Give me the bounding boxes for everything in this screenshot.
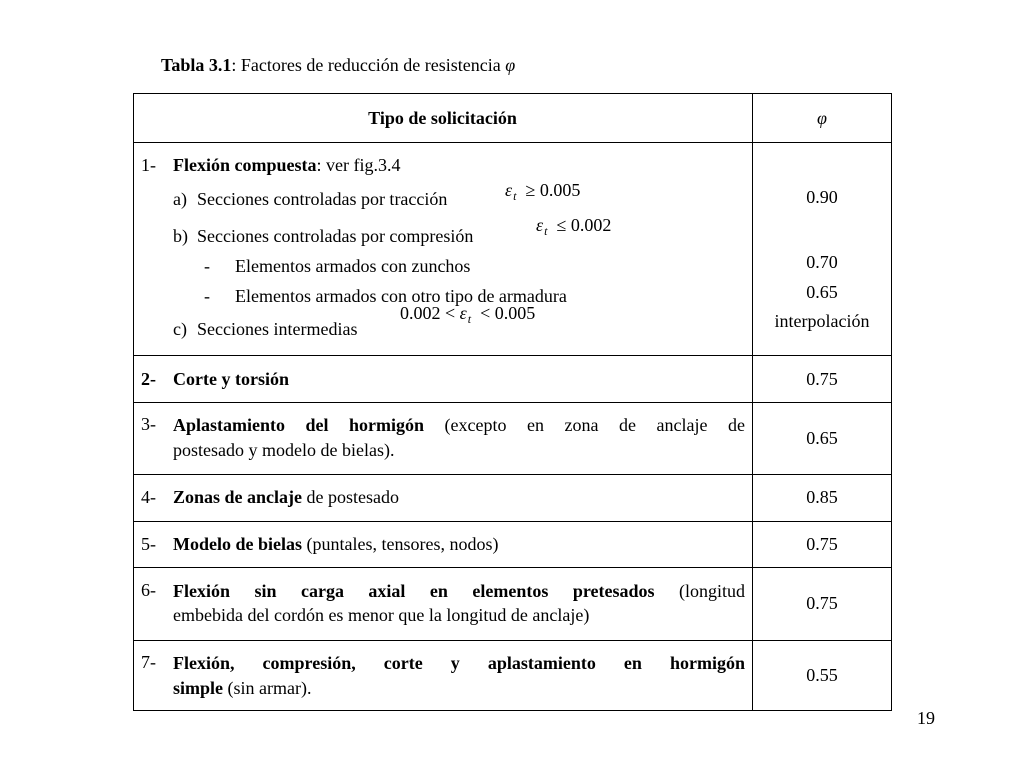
row6-line1 xyxy=(173,579,745,603)
row2-value: 0.75 xyxy=(806,369,838,389)
row-divider xyxy=(133,355,891,356)
row4-text xyxy=(173,486,399,508)
row-divider xyxy=(133,474,891,475)
row-divider xyxy=(133,142,891,143)
row1-b1-dash: - xyxy=(204,256,210,276)
row1-number: 1- xyxy=(141,155,156,175)
row4-rest: de postesado xyxy=(302,487,399,507)
row1-value-b2: 0.65 xyxy=(806,282,838,302)
row6-title: Flexión sin carga axial en elementos pretesados xyxy=(173,581,655,601)
row5-number: 5- xyxy=(141,534,156,554)
row3-rest: (excepto en zona de anclaje de xyxy=(424,415,745,435)
row1-title-bold: Flexión compuesta xyxy=(173,155,317,175)
row1-b2-dash: - xyxy=(204,286,210,306)
row1-b1-text: Elementos armados con zunchos xyxy=(235,256,471,276)
header-tipo-solicitacion: Tipo de solicitación xyxy=(368,108,517,128)
row1-title-rest: : ver fig.3.4 xyxy=(316,155,401,175)
row1-b-condition xyxy=(536,214,611,238)
row4-number: 4- xyxy=(141,487,156,507)
row6-number: 6- xyxy=(141,580,156,600)
row1-c-text: Secciones intermedias xyxy=(197,319,358,339)
row6-rest: (longitud xyxy=(654,581,745,601)
epsilon-symbol: ε xyxy=(505,180,513,200)
row4-title: Zonas de anclaje xyxy=(173,487,303,507)
phi-symbol: φ xyxy=(505,55,516,75)
row1-b2-text: Elementos armados con otro tipo de armadura xyxy=(235,286,567,306)
row-divider xyxy=(133,640,891,641)
row1-c-condition xyxy=(400,302,535,326)
row-divider xyxy=(133,402,891,403)
row5-title: Modelo de bielas xyxy=(173,534,302,554)
row3-title: Aplastamiento del hormigón xyxy=(173,415,425,435)
row1-c-cond-right: < 0.005 xyxy=(480,303,536,323)
row6-value: 0.75 xyxy=(806,593,838,613)
row1-title xyxy=(173,154,400,176)
row1-a-text: Secciones controladas por tracción xyxy=(197,189,448,209)
row1-value-c: interpolación xyxy=(774,311,870,331)
row6-line2: embebida del cordón es menor que la longitud de anclaje) xyxy=(173,605,590,625)
row1-c-label: c) xyxy=(173,319,187,339)
row3-line2: postesado y modelo de bielas). xyxy=(173,440,395,460)
row1-a-label: a) xyxy=(173,189,187,209)
row7-line1: Flexión, compresión, corte y aplastamiento en hormigón xyxy=(173,653,745,673)
row1-value-b1: 0.70 xyxy=(806,252,838,272)
row7-number: 7- xyxy=(141,652,156,672)
row3-value: 0.65 xyxy=(806,428,838,448)
epsilon-symbol: ε xyxy=(459,303,467,323)
epsilon-symbol: ε xyxy=(536,215,544,235)
row2-title: Corte y torsión xyxy=(173,369,289,389)
row1-a-cond-value: ≥ 0.005 xyxy=(525,180,581,200)
row7-line2 xyxy=(173,676,311,700)
row2-number: 2- xyxy=(141,369,156,389)
row7-line2-rest: (sin armar). xyxy=(223,678,312,698)
epsilon-subscript: t xyxy=(467,312,472,326)
row1-b-label: b) xyxy=(173,226,188,246)
row4-value: 0.85 xyxy=(806,487,838,507)
row5-rest: (puntales, tensores, nodos) xyxy=(302,534,499,554)
epsilon-subscript: t xyxy=(544,224,548,238)
page-number: 19 xyxy=(917,708,935,728)
header-phi: φ xyxy=(817,108,827,128)
row1-c-cond-left: 0.002 < xyxy=(400,303,456,323)
epsilon-subscript: t xyxy=(513,189,517,203)
table-caption-label: Tabla 3.1 xyxy=(161,55,232,75)
row1-value-a: 0.90 xyxy=(806,187,838,207)
row3-line1 xyxy=(173,413,745,437)
row3-number: 3- xyxy=(141,414,156,434)
row5-value: 0.75 xyxy=(806,534,838,554)
row7-line2-bold: simple xyxy=(173,678,224,698)
table-caption-text: : Factores de reducción de resistencia xyxy=(231,55,506,75)
row5-text xyxy=(173,533,498,555)
row1-b-text: Secciones controladas por compresión xyxy=(197,226,474,246)
row1-b-cond-value: ≤ 0.002 xyxy=(556,215,612,235)
row-divider xyxy=(133,567,891,568)
row7-value: 0.55 xyxy=(806,665,838,685)
row1-a-condition xyxy=(505,179,580,203)
row-divider xyxy=(133,521,891,522)
table-caption xyxy=(161,55,515,76)
